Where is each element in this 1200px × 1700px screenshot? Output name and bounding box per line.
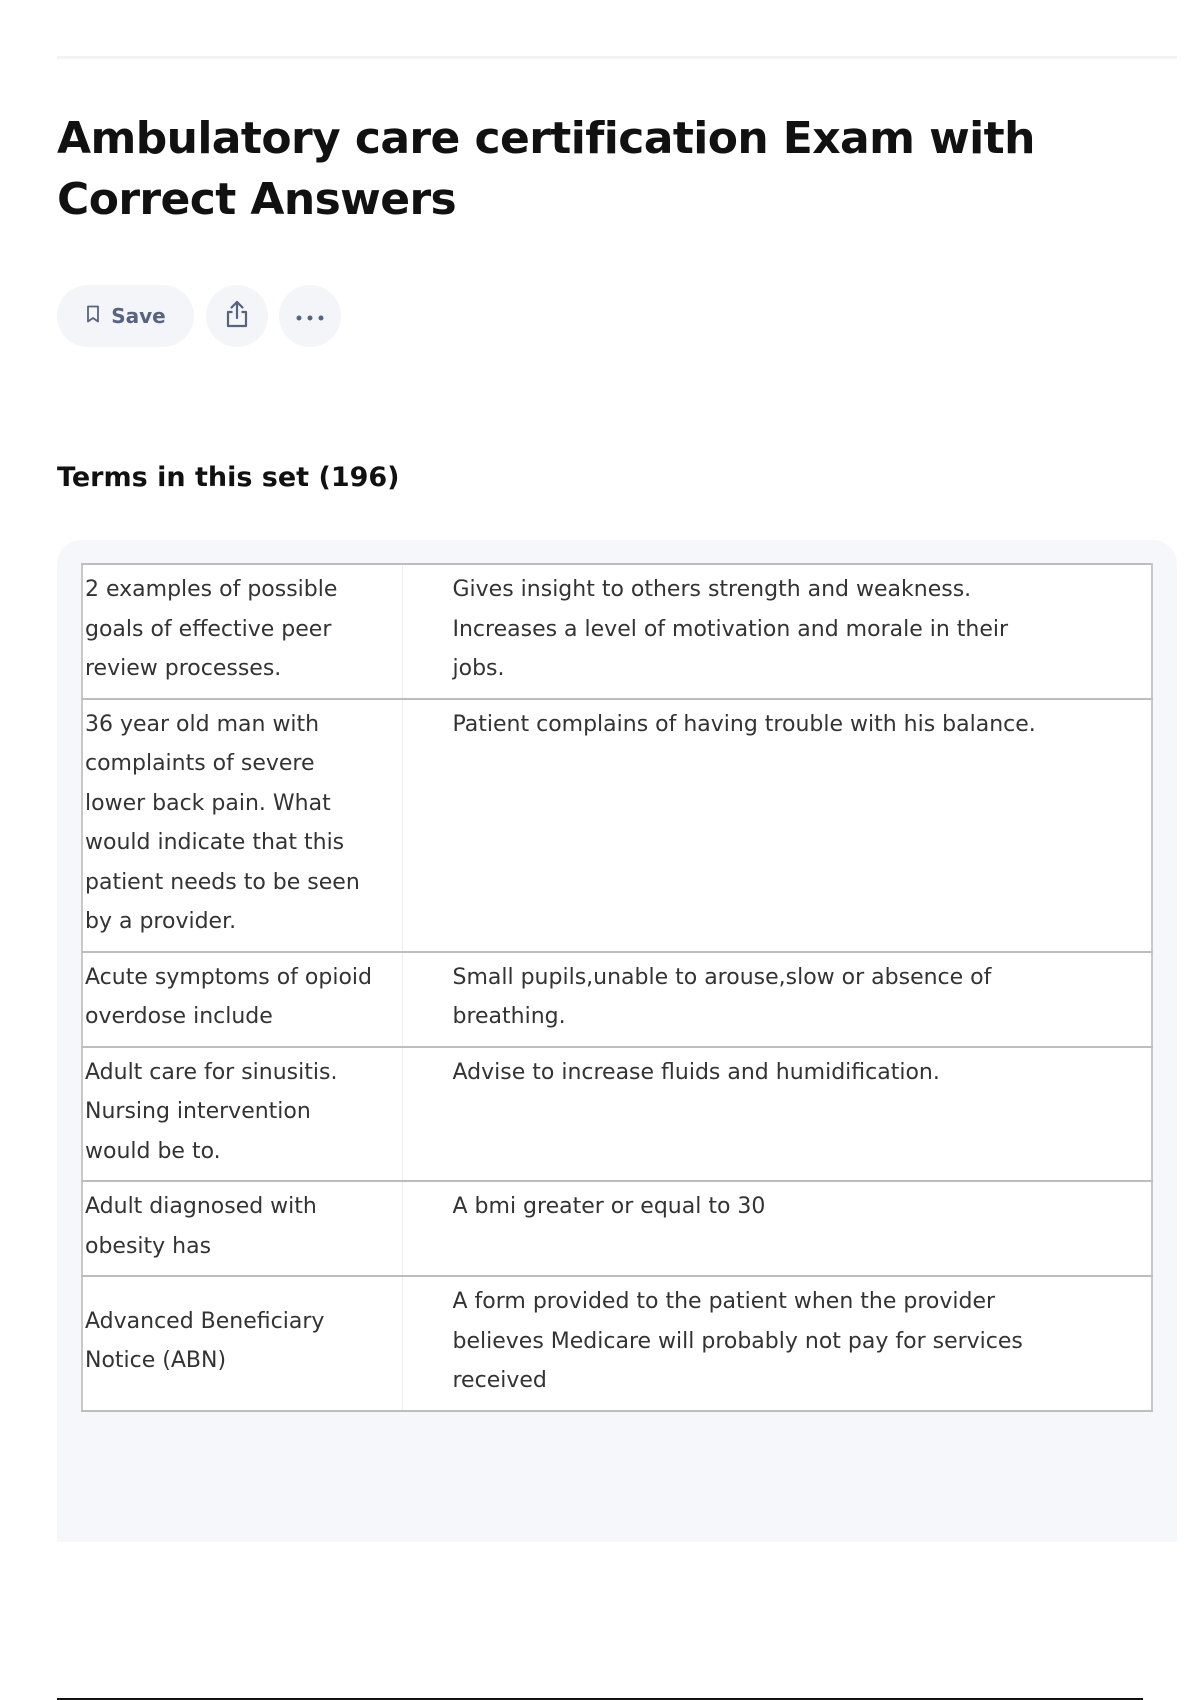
share-button[interactable] <box>206 285 268 347</box>
terms-heading: Terms in this set (196) <box>57 462 400 493</box>
save-button[interactable] <box>57 285 194 347</box>
term-cell: 2 examples of possible goals of effective peer review processes. <box>82 564 402 699</box>
definition-cell: Patient complains of having trouble with his balance. <box>402 699 1152 952</box>
term-cell: 36 year old man with complaints of severe lower back pain. What would indicate that this patient needs to be seen by a provider. <box>82 699 402 952</box>
share-icon <box>223 299 251 333</box>
definition-cell: Small pupils,unable to arouse,slow or absence of breathing. <box>402 952 1152 1047</box>
bookmark-icon <box>85 304 101 329</box>
table-row <box>82 699 1152 952</box>
top-divider <box>57 56 1177 59</box>
definition-cell: A bmi greater or equal to 30 <box>402 1181 1152 1276</box>
page-title: Ambulatory care certification Exam with Correct Answers <box>57 113 1035 225</box>
definition-cell: Gives insight to others strength and weakness. Increases a level of motivation and morale in their jobs. <box>402 564 1152 699</box>
terms-table <box>81 563 1153 1412</box>
term-cell: Advanced Beneficiary Notice (ABN) <box>82 1276 402 1411</box>
more-horizontal-icon <box>295 307 325 326</box>
save-button-label: Save <box>111 304 166 328</box>
table-row <box>82 1181 1152 1276</box>
table-row <box>82 564 1152 699</box>
table-row <box>82 1276 1152 1411</box>
definition-cell: A form provided to the patient when the provider believes Medicare will probably not pay for services received <box>402 1276 1152 1411</box>
table-row <box>82 1047 1152 1182</box>
definition-cell: Advise to increase fluids and humidification. <box>402 1047 1152 1182</box>
action-bar <box>57 285 341 347</box>
term-cell: Adult diagnosed with obesity has <box>82 1181 402 1276</box>
more-options-button[interactable] <box>279 285 341 347</box>
term-cell: Acute symptoms of opioid overdose include <box>82 952 402 1047</box>
term-cell: Adult care for sinusitis. Nursing intervention would be to. <box>82 1047 402 1182</box>
table-row <box>82 952 1152 1047</box>
